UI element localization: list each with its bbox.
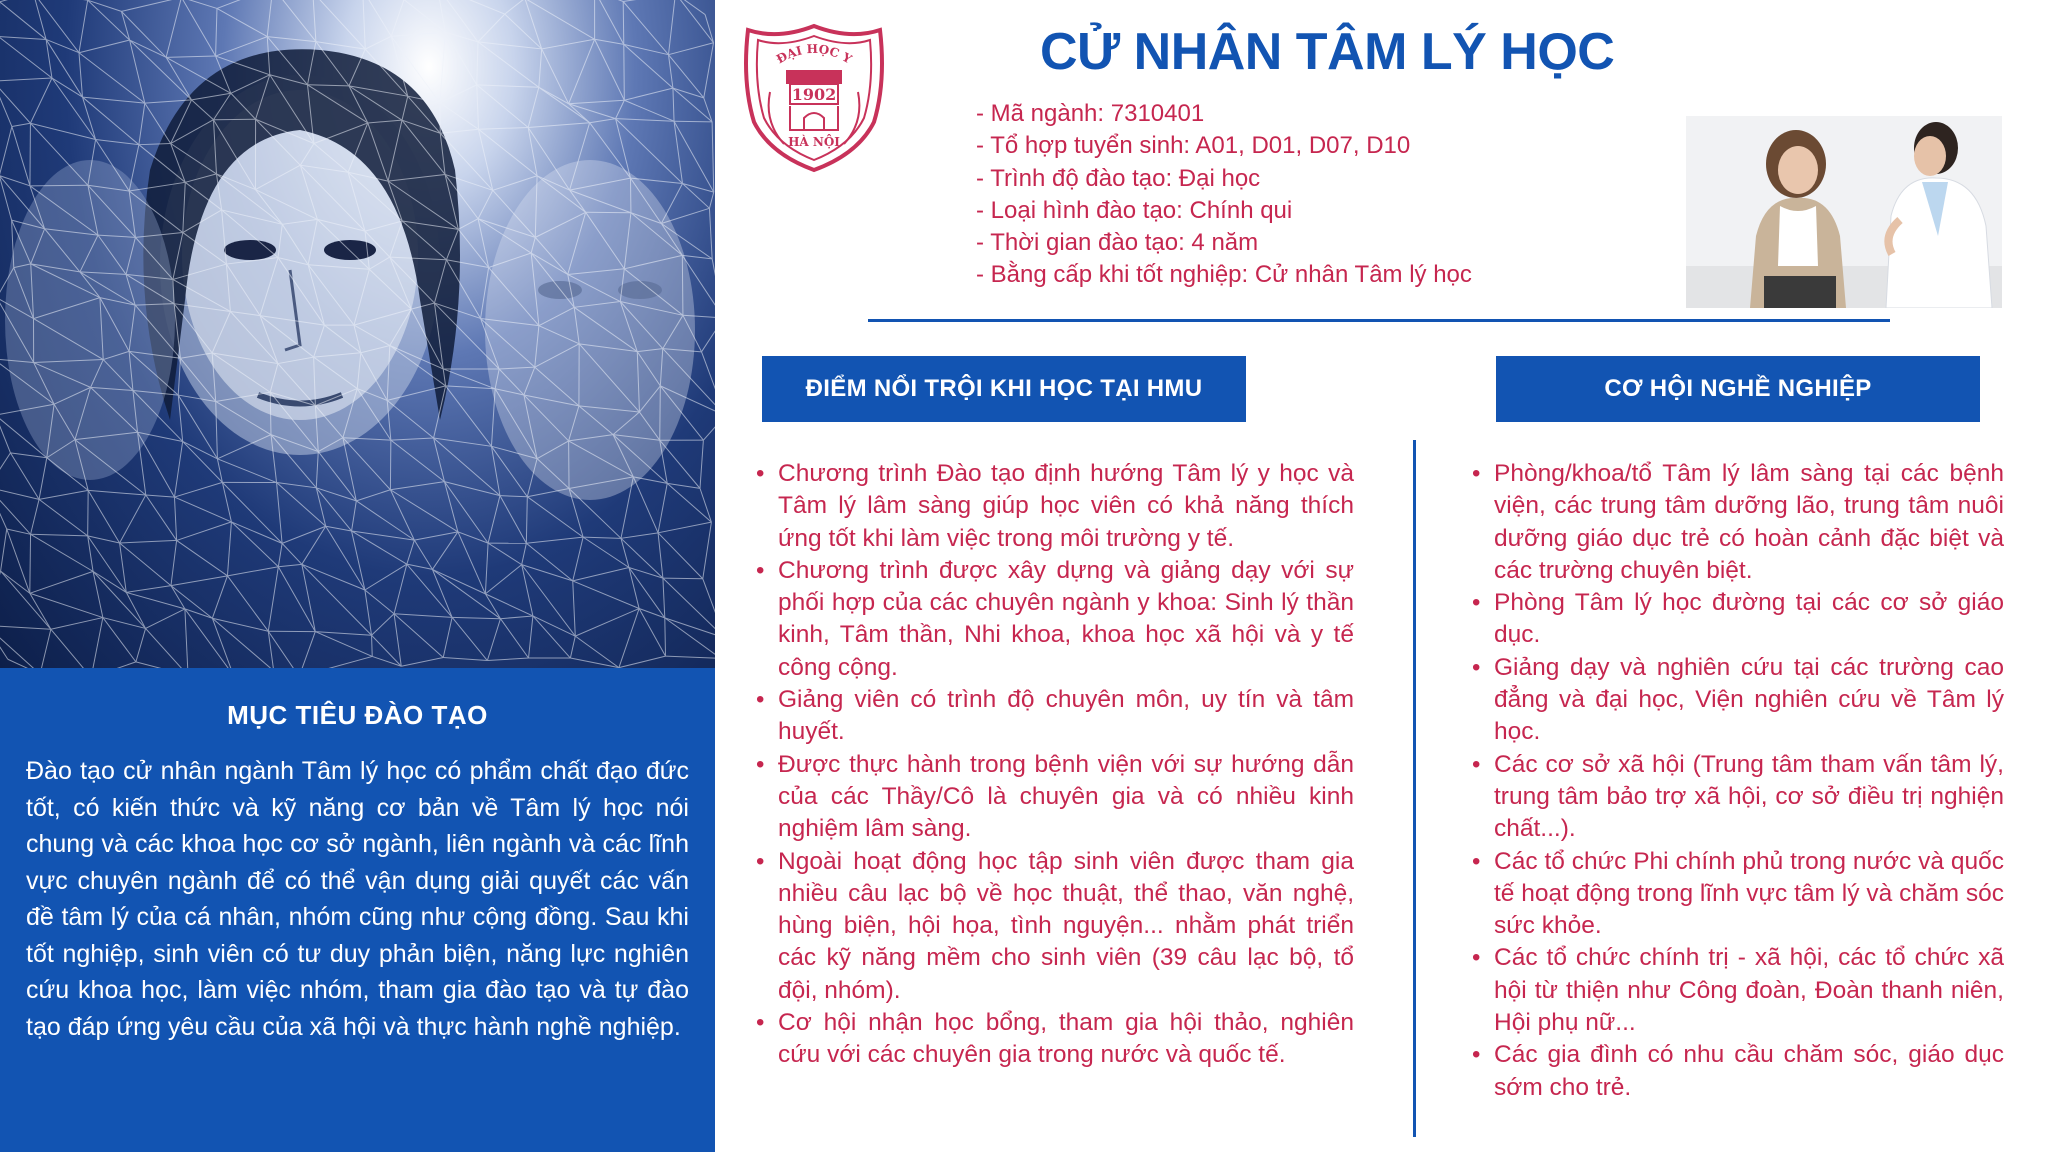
- list-item: • Ngoài hoạt động học tập sinh viên được tham gia nhiều câu lạc bộ về học thuật, thể thao, văn nghệ, hùng biện, hội họa, tình nguyện... nhằm phát triển các kỹ năng mềm cho sinh viên (39 câu lạc bộ, tổ đội, nhóm).: [756, 846, 1354, 1007]
- psychologist-patient-illustration: [1686, 116, 2002, 308]
- consultation-photo: [1686, 116, 2002, 308]
- shield-logo-icon: [740, 22, 888, 174]
- info-duration: - Thời gian đào tạo: 4 năm: [976, 229, 1259, 257]
- objective-text: Đào tạo cử nhân ngành Tâm lý học có phẩm chất đạo đức tốt, có kiến thức và kỹ năng cơ bản về Tâm lý học nói chung và các khoa học cơ sở ngành, liên ngành và các lĩnh vực chuyên ngành để có thể vận dụng giải quyết các vấn đề tâm lý của cá nhân, nhóm cũng như cộng đồng. Sau khi tốt nghiệp, sinh viên có tư duy phản biện, năng lực nghiên cứu khoa học, làm việc nhóm, tham gia đào tạo và tự đào tạo đáp ứng yêu cầu của xã hội và thực hành nghề nghiệp.: [26, 757, 689, 1041]
- list-item: • Các tổ chức chính trị - xã hội, các tổ chức xã hội từ thiện như Công đoàn, Đoàn thanh niên, Hội phụ nữ...: [1472, 942, 2004, 1039]
- careers-heading: CƠ HỘI NGHỀ NGHIỆP: [1496, 356, 1980, 422]
- list-item: • Các cơ sở xã hội (Trung tâm tham vấn tâm lý, trung tâm bảo trợ xã hội, cơ sở điều trị nghiện chất...).: [1472, 749, 2004, 846]
- list-item: • Các tổ chức Phi chính phủ trong nước và quốc tế hoạt động trong lĩnh vực tâm lý và chăm sóc sức khỏe.: [1472, 846, 2004, 943]
- logo-arc-text: ĐẠI HỌC Y: [773, 41, 855, 67]
- column-divider: [1413, 440, 1416, 1137]
- page-title: CỬ NHÂN TÂM LÝ HỌC: [1040, 23, 1615, 81]
- logo-city: HÀ NỘI: [788, 135, 840, 149]
- list-item: • Phòng Tâm lý học đường tại các cơ sở giáo dục.: [1472, 587, 2004, 652]
- info-degree: - Bằng cấp khi tốt nghiệp: Cử nhân Tâm lý học: [976, 261, 1472, 289]
- list-item: • Chương trình được xây dựng và giảng dạy với sự phối hợp của các chuyên ngành y khoa: Sinh lý thần kinh, Tâm thần, Nhi khoa, khoa học xã hội và y tế công cộng.: [756, 555, 1354, 684]
- list-item: • Giảng dạy và nghiên cứu tại các trường cao đẳng và đại học, Viện nghiên cứu về Tâm lý học.: [1472, 652, 2004, 749]
- wireframe-faces-illustration: [0, 0, 715, 668]
- objective-heading: MỤC TIÊU ĐÀO TẠO: [227, 700, 488, 730]
- logo-year: 1902: [791, 85, 837, 104]
- info-training-level: - Trình độ đào tạo: Đại học: [976, 164, 1261, 192]
- info-major-code: - Mã ngành: 7310401: [976, 100, 1205, 127]
- list-item: • Các gia đình có nhu cầu chăm sóc, giáo dục sớm cho trẻ.: [1472, 1039, 2004, 1104]
- list-item: • Cơ hội nhận học bổng, tham gia hội thảo, nghiên cứu với các chuyên gia trong nước và quốc tế.: [756, 1007, 1354, 1072]
- header-divider: [868, 319, 1890, 322]
- info-training-type: - Loại hình đào tạo: Chính qui: [976, 196, 1293, 224]
- highlights-heading: ĐIỂM NỔI TRỘI KHI HỌC TẠI HMU: [762, 356, 1246, 422]
- careers-list: [1472, 458, 2004, 1104]
- info-admission-groups: - Tổ hợp tuyển sinh: A01, D01, D07, D10: [976, 132, 1411, 160]
- list-item: • Phòng/khoa/tổ Tâm lý lâm sàng tại các bệnh viện, các trung tâm dưỡng lão, trung tâm nuôi dưỡng giáo dục trẻ có hoàn cảnh đặc biệt và các trường chuyên biệt.: [1472, 458, 2004, 587]
- highlights-list: [756, 458, 1354, 1072]
- list-item: • Giảng viên có trình độ chuyên môn, uy tín và tâm huyết.: [756, 684, 1354, 749]
- program-info-list: [976, 98, 1472, 292]
- training-objective-panel: [0, 668, 715, 1152]
- university-logo: [740, 22, 888, 174]
- list-item: • Chương trình Đào tạo định hướng Tâm lý y học và Tâm lý lâm sàng giúp học viên có khả năng thích ứng tốt khi làm việc trong môi trường y tế.: [756, 458, 1354, 555]
- hero-image: [0, 0, 715, 668]
- list-item: • Được thực hành trong bệnh viện với sự hướng dẫn của các Thầy/Cô là chuyên gia và có nhiều kinh nghiệm lâm sàng.: [756, 749, 1354, 846]
